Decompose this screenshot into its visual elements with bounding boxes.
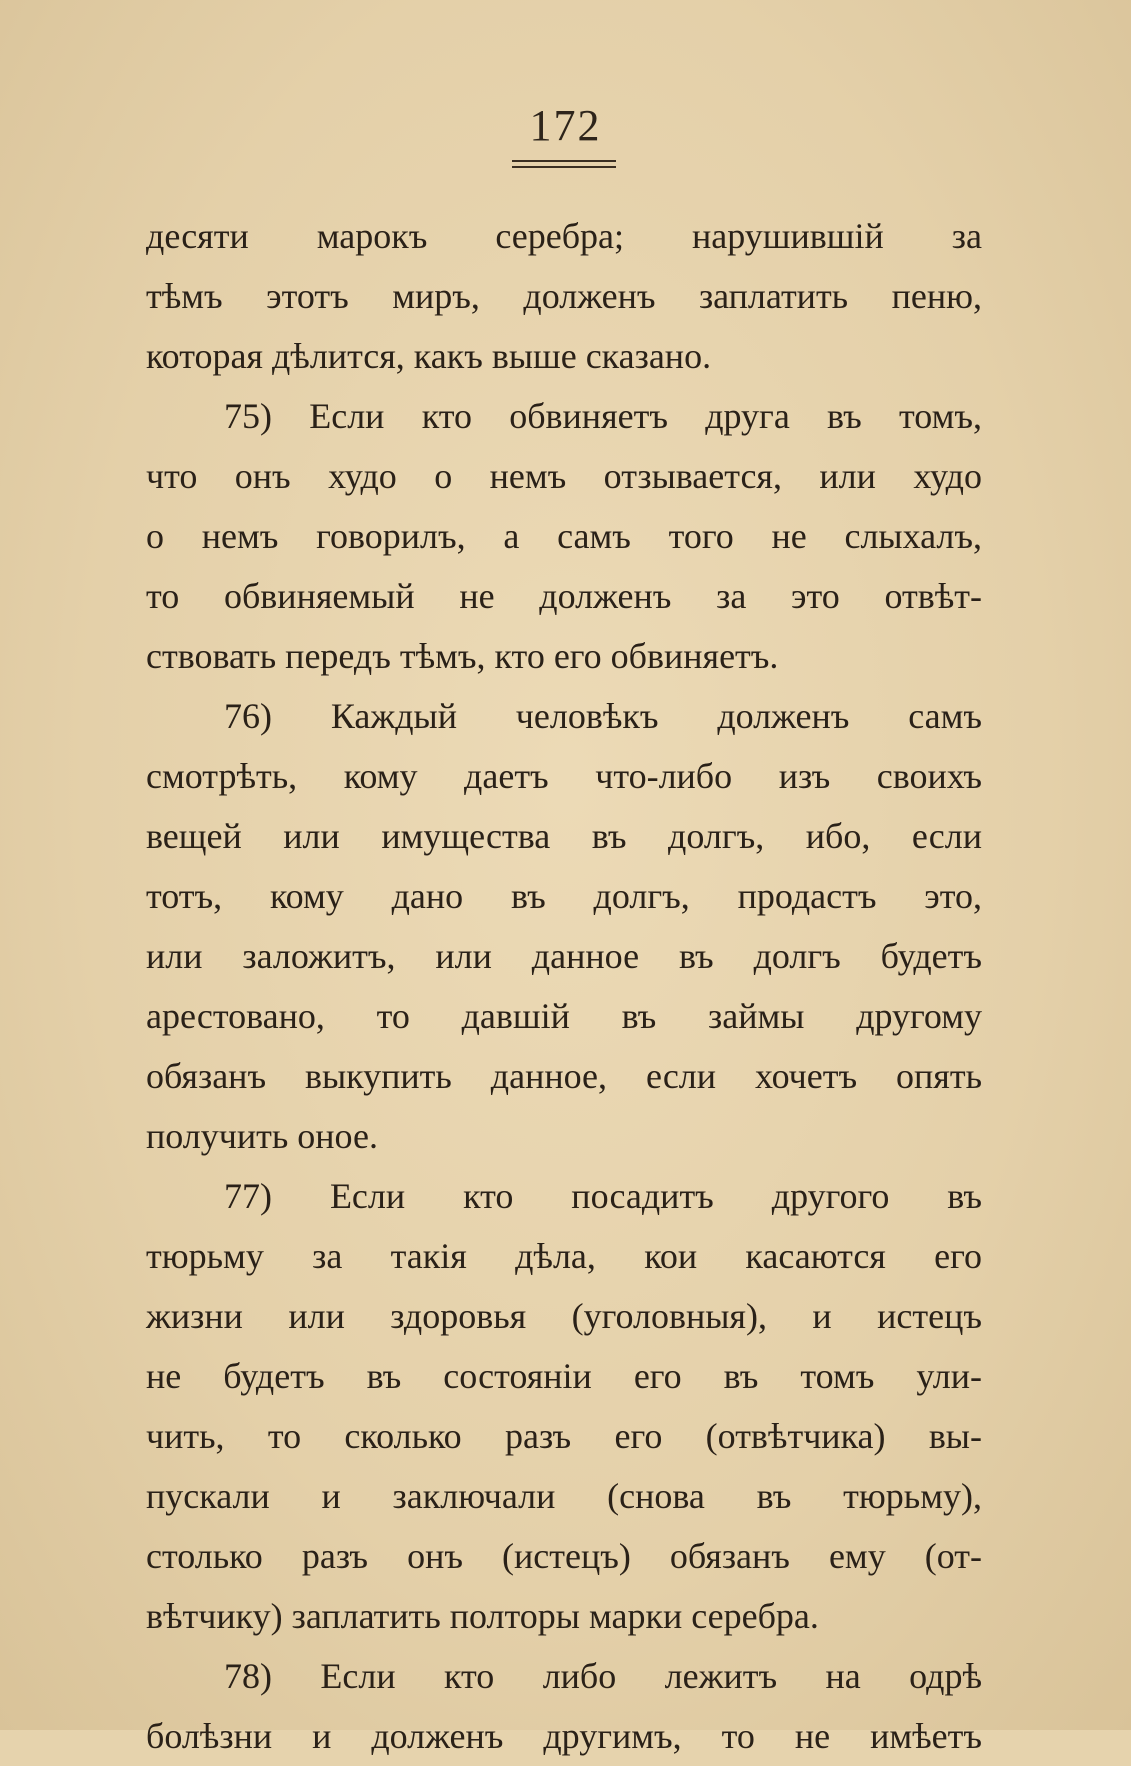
text-line: о немъ говорилъ, а самъ того не слыхалъ, xyxy=(146,516,982,556)
body-text xyxy=(146,206,982,1766)
text-line: вѣтчику) заплатить полторы марки серебра. xyxy=(146,1596,819,1636)
text-line: вещей или имущества въ долгъ, ибо, если xyxy=(146,816,982,856)
text-line: арестовано, то давшій въ займы другому xyxy=(146,996,982,1036)
page-number-rule-bottom xyxy=(512,166,616,168)
article-78-start: 78) Если кто либо лежитъ на одрѣ xyxy=(224,1656,982,1696)
text-line: смотрѣть, кому даетъ что-либо изъ своихъ xyxy=(146,756,982,796)
text-line: тѣмъ этотъ миръ, долженъ заплатить пеню, xyxy=(146,276,982,316)
text-line: или заложитъ, или данное въ долгъ будетъ xyxy=(146,936,982,976)
page-number: 172 xyxy=(529,101,602,150)
article-75-start: 75) Если кто обвиняетъ друга въ томъ, xyxy=(224,396,982,436)
article-76-start: 76) Каждый человѣкъ долженъ самъ xyxy=(224,696,982,736)
text-line: ствовать передъ тѣмъ, кто его обвиняетъ. xyxy=(146,636,779,676)
text-line: тюрьму за такія дѣла, кои касаются его xyxy=(146,1236,982,1276)
article-77-start: 77) Если кто посадитъ другого въ xyxy=(224,1176,982,1216)
text-line: жизни или здоровья (уголовныя), и истецъ xyxy=(146,1296,982,1336)
text-line: болѣзни и долженъ другимъ, то не имѣетъ xyxy=(146,1716,982,1756)
text-line: пускали и заключали (снова въ тюрьму), xyxy=(146,1476,982,1516)
text-line: получить оное. xyxy=(146,1116,378,1156)
text-line: обязанъ выкупить данное, если хочетъ опять xyxy=(146,1056,982,1096)
text-line: которая дѣлится, какъ выше сказано. xyxy=(146,336,712,376)
text-line: чить, то сколько разъ его (отвѣтчика) вы- xyxy=(146,1416,982,1456)
page-number-rule-top xyxy=(512,160,616,162)
text-line: то обвиняемый не долженъ за это отвѣт- xyxy=(146,576,982,616)
text-line: что онъ худо о немъ отзывается, или худо xyxy=(146,456,982,496)
text-line: десяти марокъ серебра; нарушившій за xyxy=(146,216,982,256)
text-line: столько разъ онъ (истецъ) обязанъ ему (от- xyxy=(146,1536,982,1576)
text-line: не будетъ въ состояніи его въ томъ ули- xyxy=(146,1356,982,1396)
text-line: тотъ, кому дано въ долгъ, продастъ это, xyxy=(146,876,982,916)
